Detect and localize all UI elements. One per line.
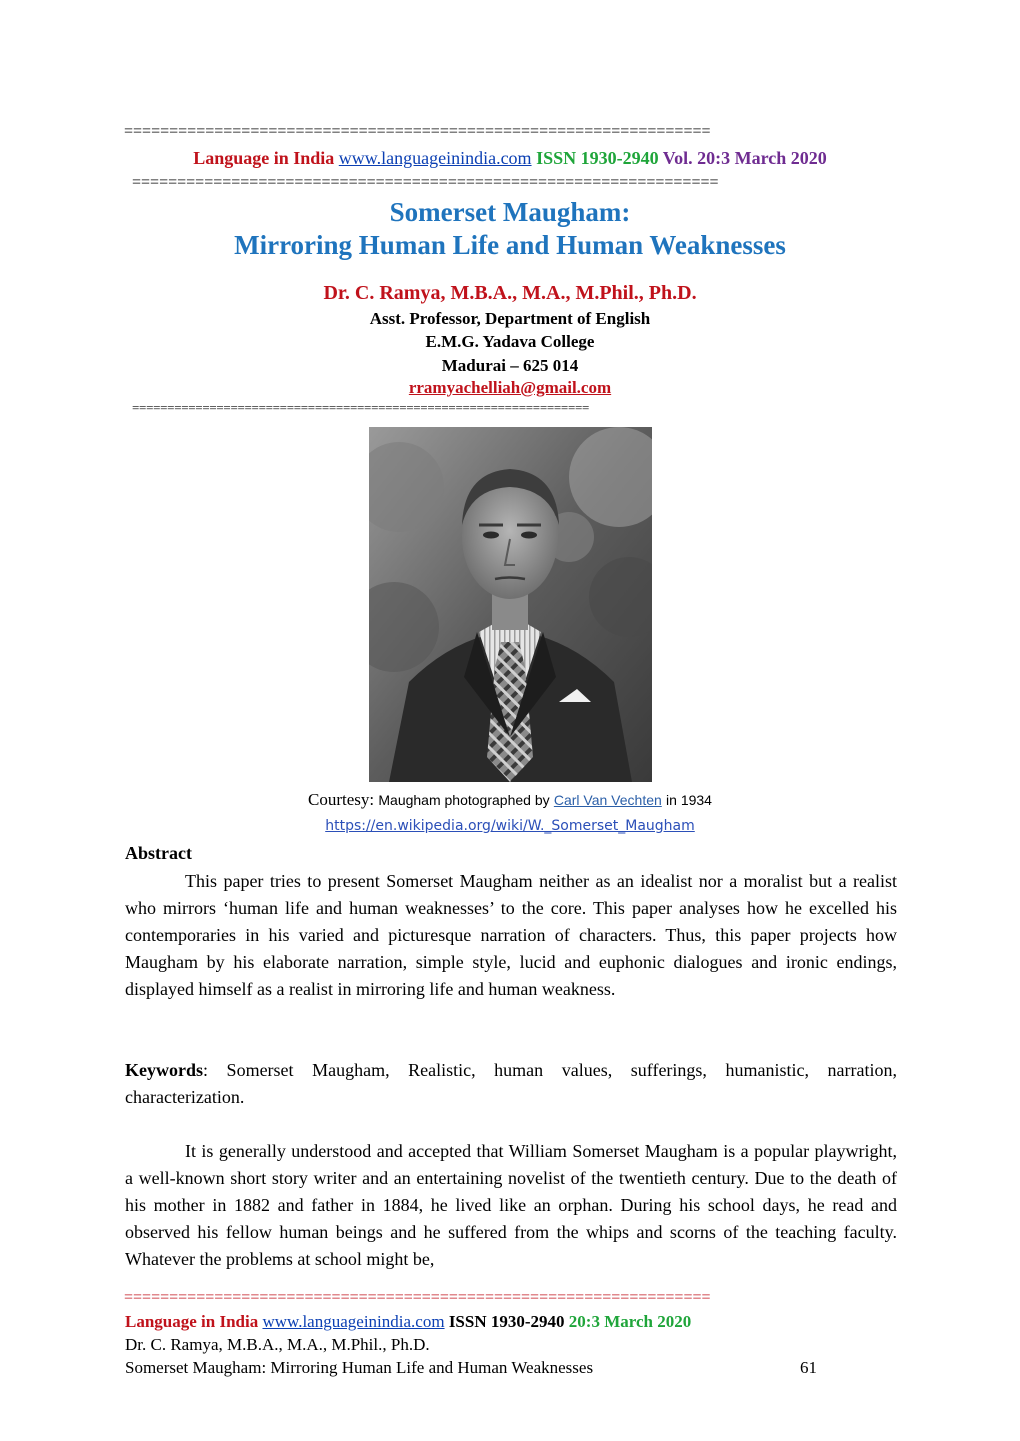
keywords-text: : Somerset Maugham, Realistic, human values, sufferings, humanistic, narration, characterization. <box>125 1060 897 1107</box>
author-city: Madurai – 625 014 <box>441 356 579 375</box>
page-number: 61 <box>800 1358 817 1377</box>
keywords-label: Keywords <box>125 1060 203 1080</box>
journal-name: Language in India <box>193 148 335 168</box>
journal-header <box>0 148 1020 169</box>
paper-title-line1: Somerset Maugham: <box>389 197 631 227</box>
footer-journal-line <box>125 1312 691 1332</box>
author-rule: ================================================================= <box>132 400 590 414</box>
journal-volume: Vol. 20:3 March 2020 <box>662 148 827 168</box>
footer-title: Somerset Maugham: Mirroring Human Life and Human Weaknesses <box>125 1358 594 1377</box>
footer-url-link[interactable]: www.languageinindia.com <box>262 1312 445 1331</box>
footer-issn: ISSN 1930-2940 <box>448 1312 565 1331</box>
author-email-link[interactable]: rramyachelliah@gmail.com <box>408 378 612 397</box>
header-rule-bottom: ================================================================= <box>132 175 719 191</box>
body-paragraph-1: It is generally understood and accepted that William Somerset Maugham is a popular playwright, a well-known short story writer and an entertaining novelist of the twentieth century. Due to the death of his mother in 1882 and father in 1884, he lived like an orphan. During his school days, he read and observed his fellow human beings and he suffered from the whips and scorns of the teaching faculty. Whatever the problems at school might be, <box>125 1141 897 1269</box>
journal-issn: ISSN 1930-2940 <box>536 148 659 168</box>
keywords-paragraph <box>125 1057 897 1111</box>
footer-issue: 20:3 March 2020 <box>568 1312 692 1331</box>
paper-title-line2: Mirroring Human Life and Human Weaknesses <box>234 230 786 260</box>
abstract-heading: Abstract <box>125 843 192 863</box>
abstract-text: This paper tries to present Somerset Maugham neither as an idealist nor a moralist but a realist who mirrors ‘human life and human weaknesses’ to the core. This paper analyses how he excelled his contemporaries in his varied and picturesque narration of characters. Thus, this paper projects how Maugham by his elaborate narration, simple style, lucid and euphonic dialogues and ironic endings, displayed himself as a realist in mirroring life and human weakness. <box>125 871 897 999</box>
footer-rule: ================================================================= <box>124 1290 711 1306</box>
header-rule-top: ================================================================= <box>124 124 711 140</box>
journal-url-link[interactable]: www.languageinindia.com <box>338 148 532 168</box>
portrait-photo <box>369 427 652 782</box>
photo-source-link[interactable]: https://en.wikipedia.org/wiki/W._Somerset_Maugham <box>325 818 695 834</box>
footer-journal-name: Language in India <box>125 1312 259 1331</box>
photographer-link[interactable]: Carl Van Vechten <box>553 792 662 808</box>
author-name: Dr. C. Ramya, M.B.A., M.A., M.Phil., Ph.D. <box>323 282 697 304</box>
author-position: Asst. Professor, Department of English <box>369 309 651 328</box>
footer-author: Dr. C. Ramya, M.B.A., M.A., M.Phil., Ph.D. <box>125 1335 430 1354</box>
caption-suffix: in 1934 <box>666 792 712 808</box>
caption-prefix: Courtesy: <box>308 790 375 809</box>
photo-caption <box>0 790 1020 810</box>
caption-text: Maugham photographed by <box>378 792 550 808</box>
author-college: E.M.G. Yadava College <box>425 332 595 351</box>
portrait-illustration <box>369 427 652 782</box>
